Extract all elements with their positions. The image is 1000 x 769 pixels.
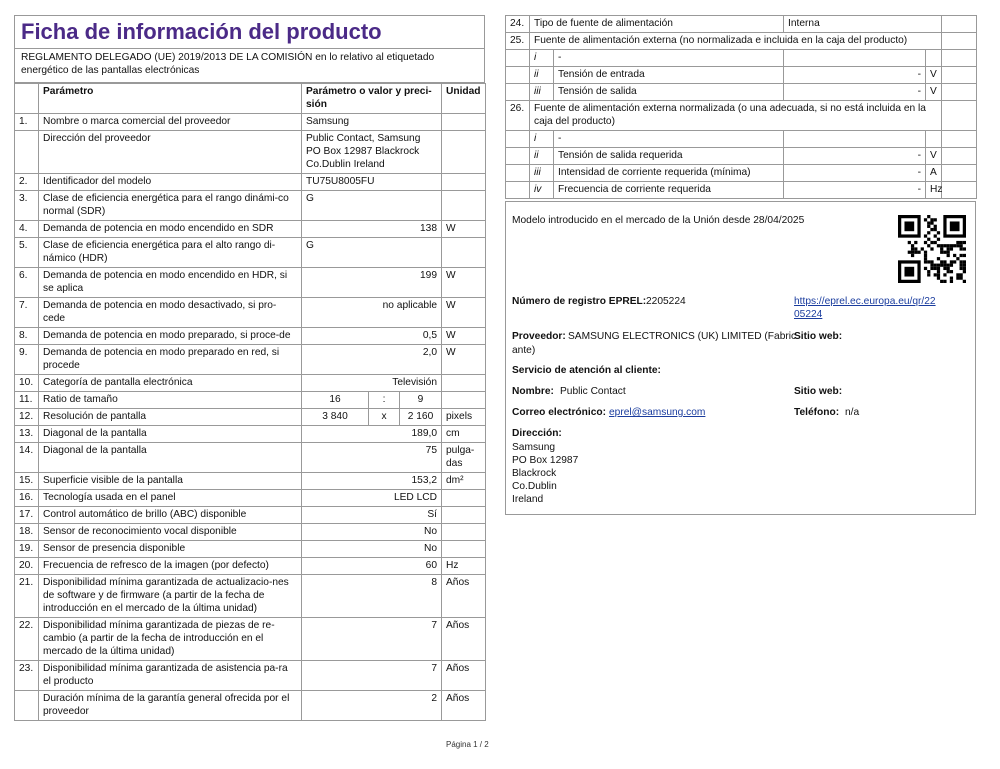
row-unit: pulga-das	[442, 443, 486, 473]
table-row	[15, 443, 486, 473]
customer-service-label: Servicio de atención al cliente:	[512, 365, 661, 376]
row-parameter: Frecuencia de refresco de la imagen (por defecto)	[39, 558, 302, 575]
address-line: Samsung	[512, 442, 556, 453]
row-parameter: Duración mínima de la garantía general ofrecida por el proveedor	[39, 691, 302, 721]
row-value: 7	[302, 618, 442, 661]
website-label-2: Sitio web:	[794, 386, 843, 397]
table-row	[15, 541, 486, 558]
row-parameter: Demanda de potencia en modo preparado, si proce-de	[39, 328, 302, 345]
header-unit: Unidad	[442, 84, 486, 114]
table-row	[15, 618, 486, 661]
table-row: 12. Resolución de pantalla 3 840 x 2 160 pixels	[15, 409, 486, 426]
row-value: 60	[302, 558, 442, 575]
table-row	[15, 191, 486, 221]
table-row	[15, 174, 486, 191]
row-parameter: Categoría de pantalla electrónica	[39, 375, 302, 392]
row-value: 2,0	[302, 345, 442, 375]
row-unit	[442, 375, 486, 392]
table-header-row	[15, 84, 486, 114]
table-row: iii Tensión de salida - V	[506, 84, 977, 101]
row-number: 21.	[15, 575, 39, 618]
address-line: Co.Dublin	[512, 481, 557, 492]
row-number: 22.	[15, 618, 39, 661]
row-number: 3.	[15, 191, 39, 221]
table-row	[15, 661, 486, 691]
regulation-text: REGLAMENTO DELEGADO (UE) 2019/2013 DE LA COMISIÓN en lo relativo al etiquetado energético de las pantallas electrónicas	[14, 48, 485, 83]
row-parameter: Disponibilidad mínima garantizada de actualizacio-nes de software y de firmware (a partir de la fecha de introducción en el mercado de la última unidad)	[39, 575, 302, 618]
row-parameter: Demanda de potencia en modo encendido en SDR	[39, 221, 302, 238]
table-row: ii Tensión de salida requerida - V	[506, 148, 977, 165]
table-row: i -	[506, 131, 977, 148]
row-value: No	[302, 524, 442, 541]
page-number: Página 1 / 2	[446, 740, 489, 749]
row-unit	[442, 524, 486, 541]
row-number: 23.	[15, 661, 39, 691]
table-row	[15, 691, 486, 721]
qr-code-icon	[898, 215, 966, 283]
row-unit: W	[442, 298, 486, 328]
table-row: 25. Fuente de alimentación externa (no normalizada e incluida en la caja del producto)	[506, 33, 977, 50]
row-parameter: Disponibilidad mínima garantizada de piezas de re-cambio (a partir de la fecha de introducción en el mercado de la última unidad)	[39, 618, 302, 661]
row-unit: Hz	[442, 558, 486, 575]
address-line: Ireland	[512, 494, 544, 505]
row-unit: W	[442, 221, 486, 238]
row-unit: W	[442, 328, 486, 345]
row-number: 10.	[15, 375, 39, 392]
table-row	[15, 328, 486, 345]
power-supply-table	[505, 15, 977, 199]
table-row	[15, 268, 486, 298]
row-value: Televisión	[302, 375, 442, 392]
row-value: 153,2	[302, 473, 442, 490]
row-unit	[442, 541, 486, 558]
row-value: G	[302, 191, 442, 221]
row-parameter: Demanda de potencia en modo encendido en HDR, si se aplica	[39, 268, 302, 298]
row-unit	[442, 238, 486, 268]
row-number: 17.	[15, 507, 39, 524]
row-unit: dm²	[442, 473, 486, 490]
row-value: Samsung	[302, 114, 442, 131]
table-row	[15, 507, 486, 524]
row-unit	[442, 490, 486, 507]
row-parameter: Clase de eficiencia energética para el rango dinámi-co normal (SDR)	[39, 191, 302, 221]
row-number: 9.	[15, 345, 39, 375]
row-unit: Años	[442, 661, 486, 691]
row-parameter: Nombre o marca comercial del proveedor	[39, 114, 302, 131]
table-row: iv Frecuencia de corriente requerida - Hz	[506, 182, 977, 199]
header-param: Parámetro	[39, 84, 302, 114]
name-label: Nombre:	[512, 386, 554, 397]
row-unit: Años	[442, 618, 486, 661]
row-number: 14.	[15, 443, 39, 473]
row-parameter: Clase de eficiencia energética para el alto rango di-námico (HDR)	[39, 238, 302, 268]
row-value: 7	[302, 661, 442, 691]
row-value: no aplicable	[302, 298, 442, 328]
table-row	[15, 131, 486, 174]
product-info-sheet	[14, 15, 485, 721]
address-line: PO Box 12987	[512, 455, 579, 466]
row-parameter: Superficie visible de la pantalla	[39, 473, 302, 490]
row-parameter: Identificador del modelo	[39, 174, 302, 191]
supplier-label: Proveedor:	[512, 331, 566, 342]
row-unit: Años	[442, 575, 486, 618]
row-number: 20.	[15, 558, 39, 575]
row-number: 7.	[15, 298, 39, 328]
email-link[interactable]: eprel@samsung.com	[609, 407, 706, 418]
row-unit	[442, 191, 486, 221]
row-number: 19.	[15, 541, 39, 558]
row-parameter: Diagonal de la pantalla	[39, 443, 302, 473]
table-row: ii Tensión de entrada - V	[506, 67, 977, 84]
row-number: 1.	[15, 114, 39, 131]
table-row: 24. Tipo de fuente de alimentación Interna	[506, 16, 977, 33]
table-row	[15, 575, 486, 618]
table-row: i -	[506, 50, 977, 67]
row-parameter: Demanda de potencia en modo preparado en red, si procede	[39, 345, 302, 375]
row-unit: cm	[442, 426, 486, 443]
table-row	[15, 221, 486, 238]
row-parameter: Sensor de reconocimiento vocal disponible	[39, 524, 302, 541]
row-unit	[442, 174, 486, 191]
row-parameter: Disponibilidad mínima garantizada de asistencia pa-ra el producto	[39, 661, 302, 691]
row-parameter: Dirección del proveedor	[39, 131, 302, 174]
row-value: TU75U8005FU	[302, 174, 442, 191]
row-number: 2.	[15, 174, 39, 191]
eprel-info-box	[505, 201, 976, 515]
address-block	[512, 441, 578, 506]
table-row	[15, 298, 486, 328]
table-row	[15, 114, 486, 131]
address-line: Blackrock	[512, 468, 557, 479]
row-value: 189,0	[302, 426, 442, 443]
row-number	[15, 691, 39, 721]
row-unit	[442, 507, 486, 524]
row-parameter: Diagonal de la pantalla	[39, 426, 302, 443]
row-parameter: Tecnología usada en el panel	[39, 490, 302, 507]
table-row: 26. Fuente de alimentación externa normalizada (o una adecuada, si no está incluida en la caja del producto)	[506, 101, 977, 131]
row-number: 15.	[15, 473, 39, 490]
row-value: 199	[302, 268, 442, 298]
phone-value: n/a	[845, 407, 860, 418]
row-value: G	[302, 238, 442, 268]
market-intro-text: Modelo introducido en el mercado de la Unión desde 28/04/2025	[512, 215, 805, 226]
table-row	[15, 473, 486, 490]
row-value: 2	[302, 691, 442, 721]
row-value: 8	[302, 575, 442, 618]
row-number: 6.	[15, 268, 39, 298]
table-row	[15, 524, 486, 541]
row-number: 18.	[15, 524, 39, 541]
address-label: Dirección:	[512, 428, 562, 439]
parameters-table	[14, 83, 486, 721]
table-row	[15, 490, 486, 507]
row-number: 4.	[15, 221, 39, 238]
table-row: iii Intensidad de corriente requerida (mínima) - A	[506, 165, 977, 182]
row-number: 5.	[15, 238, 39, 268]
row-value: No	[302, 541, 442, 558]
phone-label: Teléfono:	[794, 407, 840, 418]
row-value: LED LCD	[302, 490, 442, 507]
table-row	[15, 345, 486, 375]
row-value: 0,5	[302, 328, 442, 345]
website-label: Sitio web:	[794, 331, 843, 342]
eprel-label: Número de registro EPREL:	[512, 296, 647, 307]
supplier-value: SAMSUNG ELECTRONICS (UK) LIMITED (Fabric	[568, 331, 797, 342]
row-number: 8.	[15, 328, 39, 345]
page-title: Ficha de información del producto	[14, 15, 485, 48]
row-unit: W	[442, 345, 486, 375]
supplier-value-cont: ante)	[512, 345, 536, 356]
email-label: Correo electrónico:	[512, 407, 606, 418]
table-row	[15, 558, 486, 575]
table-row	[15, 375, 486, 392]
header-value: Parámetro o valor y preci-sión	[302, 84, 442, 114]
table-row	[15, 426, 486, 443]
row-value: Public Contact, Samsung PO Box 12987 Blackrock Co.Dublin Ireland	[302, 131, 442, 174]
row-parameter: Sensor de presencia disponible	[39, 541, 302, 558]
table-row	[15, 238, 486, 268]
table-row: 11. Ratio de tamaño 16 : 9	[15, 392, 486, 409]
power-supply-section	[505, 15, 976, 199]
row-value: Sí	[302, 507, 442, 524]
row-parameter: Demanda de potencia en modo desactivado, si pro-cede	[39, 298, 302, 328]
row-value: 75	[302, 443, 442, 473]
row-unit: W	[442, 268, 486, 298]
eprel-number: 2205224	[646, 296, 686, 307]
row-unit	[442, 131, 486, 174]
row-number	[15, 131, 39, 174]
row-parameter: Control automático de brillo (ABC) disponible	[39, 507, 302, 524]
row-number: 13.	[15, 426, 39, 443]
row-unit: Años	[442, 691, 486, 721]
name-value: Public Contact	[560, 386, 626, 397]
row-unit	[442, 114, 486, 131]
row-number: 16.	[15, 490, 39, 507]
eprel-link[interactable]: https://eprel.ec.europa.eu/qr/22 05224	[794, 296, 936, 320]
row-value: 138	[302, 221, 442, 238]
